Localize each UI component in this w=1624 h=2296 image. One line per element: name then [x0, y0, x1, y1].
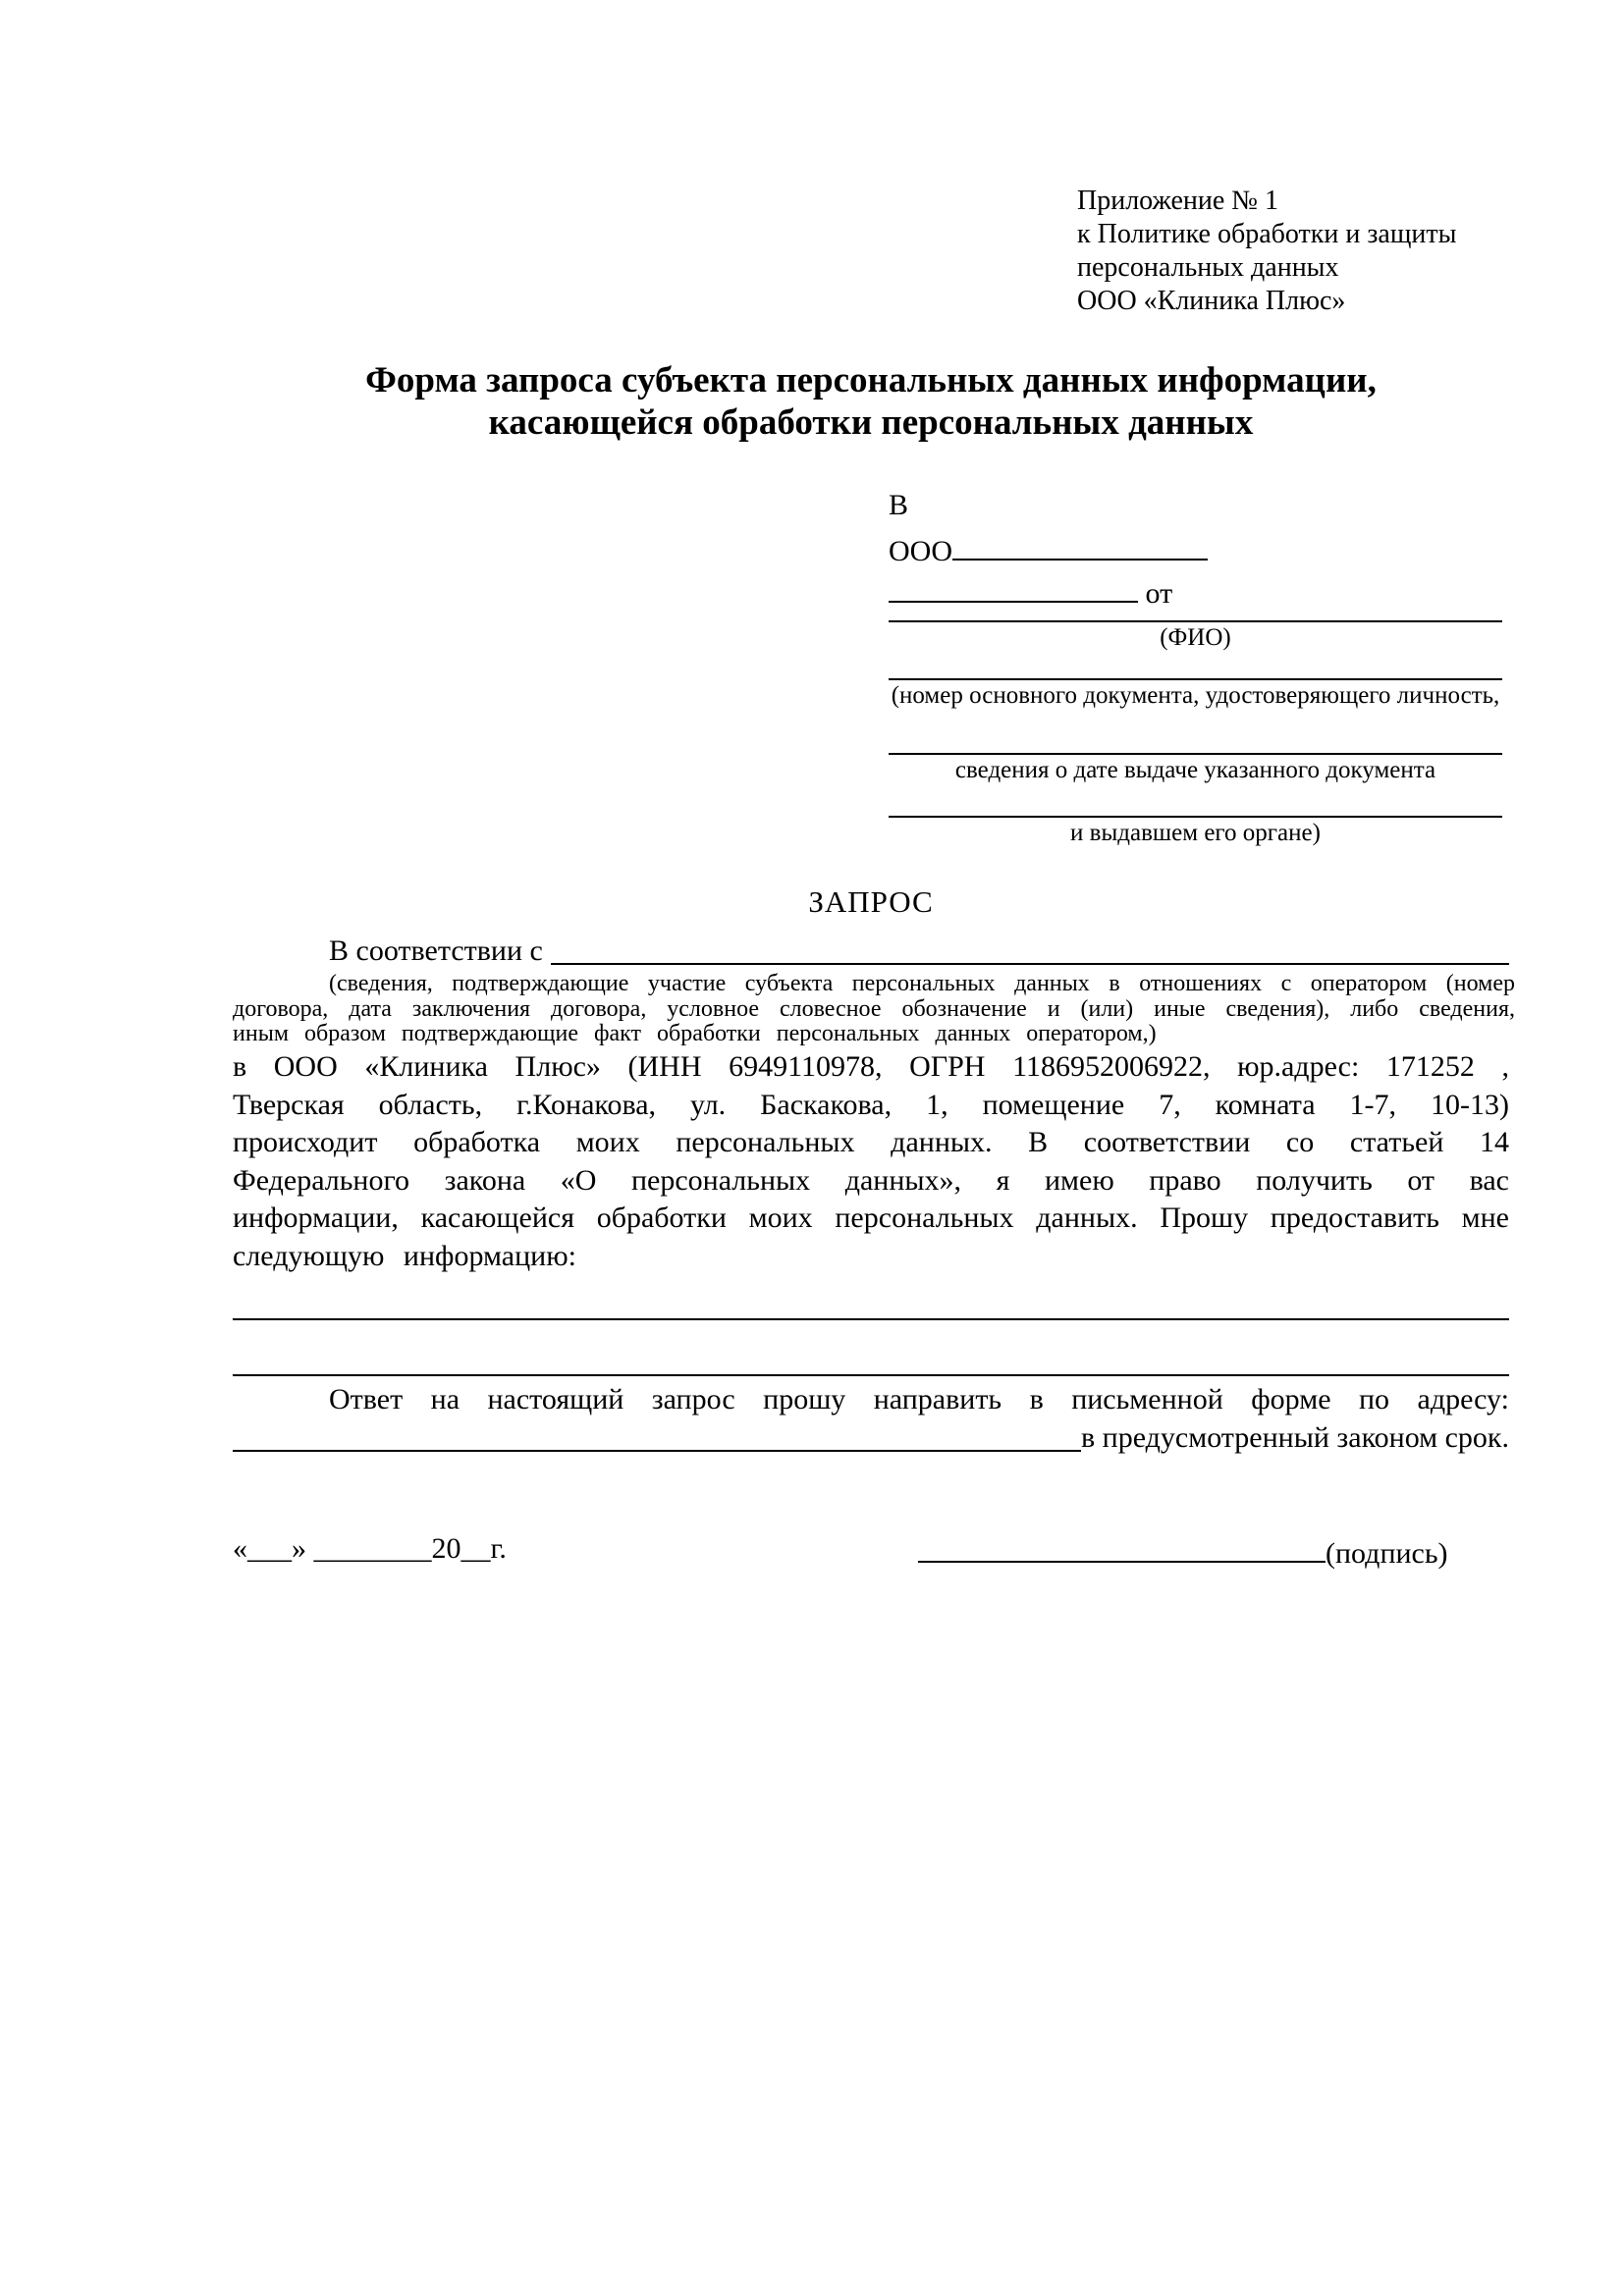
info-blank-line-1	[233, 1318, 1509, 1320]
from-blank	[889, 571, 1138, 603]
request-body: в ООО «Клиника Плюс» (ИНН 6949110978, ОГРН 1186952006922, юр.адрес: 171252 , Тверская область, г.Конакова, ул. Баскакова, 1, помещение 7, комната 1-7, 10-13) происходит обработка моих персональных данных. В соответствии со статьей 14 Федерального закона «О персональных данных», я имею право получить от вас информации, касающейся обработки моих персональных данных. Прошу предоставить мне следующую информацию:	[233, 1050, 1509, 1272]
fio-caption: (ФИО)	[1160, 624, 1231, 651]
signature-blank-line	[918, 1531, 1326, 1563]
reply-address-row	[233, 1420, 1509, 1456]
issuer-blank-line	[889, 816, 1502, 818]
addressee-org-row	[889, 529, 1502, 570]
signature-caption: (подпись)	[1326, 1537, 1448, 1570]
reply-line: Ответ на настоящий запрос прошу направить в письменной форме по адресу:	[329, 1383, 1509, 1415]
addressee-to: В	[889, 489, 909, 521]
document-title-line2: касающейся обработки персональных данных	[488, 402, 1254, 443]
request-heading: ЗАПРОС	[808, 884, 934, 919]
reply-suffix: в предусмотренный законом срок.	[1081, 1421, 1509, 1454]
appendix-policy-line: к Политике обработки и защиты	[1077, 219, 1457, 249]
issue-date-blank-line	[889, 753, 1502, 755]
addressee-org-prefix: ООО	[889, 535, 952, 567]
doc-number-blank-line	[889, 678, 1502, 680]
org-name-blank	[952, 529, 1208, 561]
basis-blank-line	[551, 963, 1509, 965]
fio-blank-line	[889, 620, 1502, 622]
company-name: ООО «Клиника Плюс»	[1077, 286, 1346, 316]
issue-date-caption: сведения о дате выдаче указанного документа	[954, 757, 1436, 783]
doc-number-caption: (номер основного документа, удостоверяющего личность,	[891, 682, 1500, 709]
appendix-policy-line2: персональных данных	[1077, 252, 1339, 283]
issuer-caption: и выдавшем его органе)	[1070, 820, 1321, 846]
document-title-line1: Форма запроса субъекта персональных данных информации,	[365, 360, 1377, 400]
addressee-from-row	[889, 571, 1502, 613]
signature-row	[918, 1531, 1448, 1572]
document-title	[233, 359, 1509, 444]
explanatory-note: (сведения, подтверждающие участие субъекта персональных данных в отношениях с оператором (номер договора, дата заключения договора, условное словесное обозначение и (или) иные сведения), либо сведения, иным образом подтверждающие факт обработки персональных данных оператором,)	[233, 971, 1515, 1046]
info-blank-line-2	[233, 1374, 1509, 1376]
appendix-number: Приложение № 1	[1077, 186, 1278, 216]
from-word: от	[1145, 577, 1173, 610]
appendix-header	[1077, 185, 1519, 318]
intro-prefix: В соответствии с	[329, 934, 543, 967]
address-blank-line	[233, 1450, 1081, 1452]
intro-row	[233, 934, 1509, 969]
date-line: «___» ________20__г.	[233, 1532, 507, 1565]
